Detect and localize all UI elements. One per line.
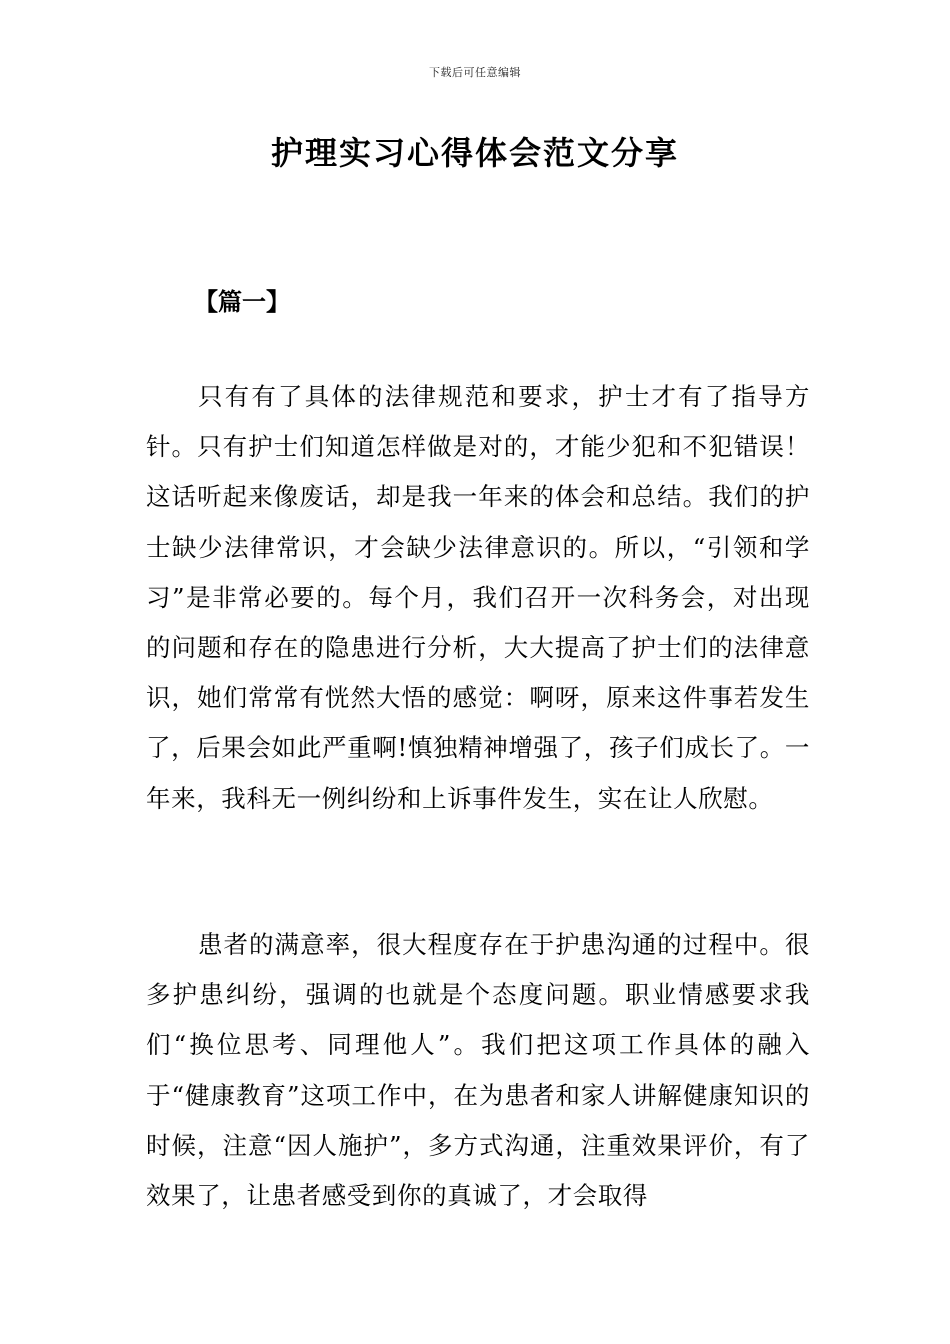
body-paragraph: 只有有了具体的法律规范和要求，护士才有了指导方针。只有护士们知道怎样做是对的，才能少犯和不犯错误！这话听起来像废话，却是我一年来的体会和总结。我们的护士缺少法律常识，才会缺少法律意识的。所以，“引领和学习”是非常必要的。每个月，我们召开一次科务会，对出现的问题和存在的隐患进行分析，大大提高了护士们的法律意识，她们常常有恍然大悟的感觉：啊呀，原来这件事若发生了，后果会如此严重啊!慎独精神增强了，孩子们成长了。一年来，我科无一例纠纷和上诉事件发生，实在让人欣慰。 bbox=[146, 382, 810, 813]
document-title: 护理实习心得体会范文分享 bbox=[270, 134, 679, 172]
header-note: 下载后可任意编辑 bbox=[429, 66, 521, 79]
section-label: 【篇一】 bbox=[194, 288, 290, 316]
body-paragraph: 患者的满意率，很大程度存在于护患沟通的过程中。很多护患纠纷，强调的也就是个态度问题。职业情感要求我们“换位思考、同理他人”。我们把这项工作具体的融入于“健康教育”这项工作中，在为患者和家人讲解健康知识的时候，注意“因人施护”，多方式沟通，注重效果评价，有了效果了，让患者感受到你的真诚了，才会取得 bbox=[146, 930, 810, 1211]
